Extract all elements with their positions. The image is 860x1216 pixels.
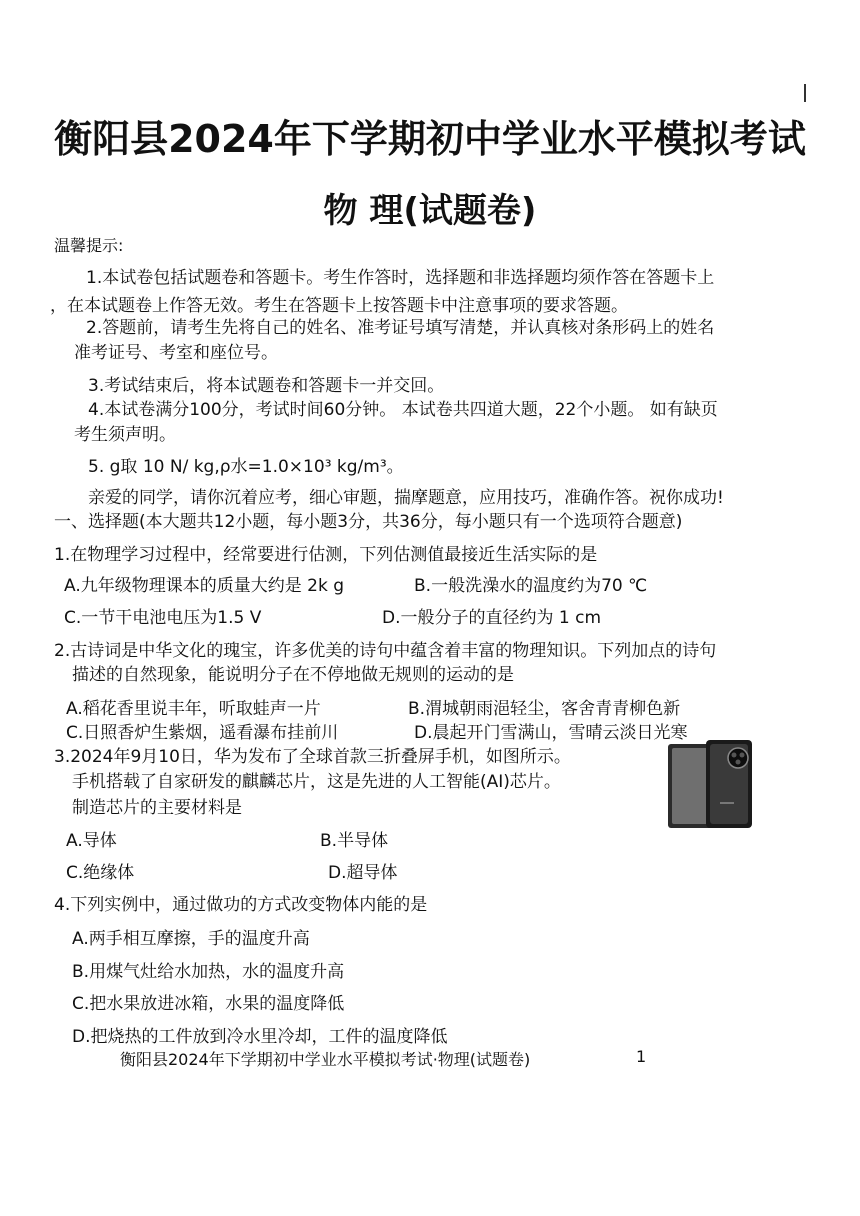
scan-edge-mark <box>804 84 806 102</box>
question-stem: 1.在物理学习过程中，经常要进行估测，下列估测值最接近生活实际的是 <box>54 545 598 565</box>
notice-line: 考生须声明。 <box>74 425 176 445</box>
page-footer: 衡阳县2024年下学期初中学业水平模拟考试·物理(试题卷) <box>120 1050 531 1069</box>
section-heading: 一、选择题(本大题共12小题，每小题3分，共36分，每小题只有一个选项符合题意) <box>54 512 683 532</box>
option: D.超导体 <box>328 863 398 883</box>
notice-line: 4.本试卷满分100分，考试时间60分钟。 本试卷共四道大题，22个小题。 如有缺页 <box>88 400 718 420</box>
option: B.渭城朝雨浥轻尘，客舍青青柳色新 <box>408 699 681 719</box>
question-stem: 3.2024年9月10日，华为发布了全球首款三折叠屏手机，如图所示。 <box>54 747 571 767</box>
option: C.绝缘体 <box>66 863 135 883</box>
question-stem: 2.古诗词是中华文化的瑰宝，许多优美的诗句中蕴含着丰富的物理知识。下列加点的诗句 <box>54 641 717 661</box>
option: A.九年级物理课本的质量大约是 2k g <box>64 576 344 596</box>
exam-title: 衡阳县2024年下学期初中学业水平模拟考试 <box>54 117 806 161</box>
notice-heading: 温馨提示: <box>54 236 124 255</box>
question-stem: 4.下列实例中，通过做功的方式改变物体内能的是 <box>54 895 428 915</box>
notice-line: 5. g取 10 N/ kg,ρ水=1.0×10³ kg/m³。 <box>88 457 404 477</box>
notice-line: 2.答题前，请考生先将自己的姓名、准考证号填写清楚，并认真核对条形码上的姓名 <box>86 318 715 338</box>
camera-lens-icon <box>736 760 741 765</box>
option: A.稻花香里说丰年，听取蛙声一片 <box>66 699 321 719</box>
option: A.两手相互摩擦，手的温度升高 <box>72 929 310 949</box>
camera-lens-icon <box>740 753 745 758</box>
notice-line: 3.考试结束后，将本试题卷和答题卡一并交回。 <box>88 376 445 396</box>
option: D.晨起开门雪满山，雪晴云淡日光寒 <box>414 723 688 743</box>
option: B.半导体 <box>320 831 389 851</box>
page-number: 1 <box>636 1047 647 1066</box>
exam-subtitle: 物 理(试题卷) <box>323 191 537 231</box>
option: D.一般分子的直径约为 1 cm <box>382 608 602 628</box>
question-stem: 描述的自然现象，能说明分子在不停地做无规则的运动的是 <box>72 665 514 685</box>
question-stem: 制造芯片的主要材料是 <box>72 798 242 818</box>
camera-module-icon <box>728 748 748 768</box>
option: B.用煤气灶给水加热，水的温度升高 <box>72 962 345 982</box>
option: C.一节干电池电压为1.5 V <box>64 608 262 628</box>
notice-line: 亲爱的同学，请你沉着应考，细心审题，揣摩题意，应用技巧，准确作答。祝你成功! <box>88 488 724 508</box>
option: C.把水果放进冰箱，水果的温度降低 <box>72 994 345 1014</box>
camera-lens-icon <box>732 753 737 758</box>
question-stem: 手机搭载了自家研发的麒麟芯片，这是先进的人工智能(AI)芯片。 <box>72 772 561 792</box>
option: A.导体 <box>66 831 117 851</box>
notice-line: ，在本试题卷上作答无效。考生在答题卡上按答题卡中注意事项的要求答题。 <box>50 296 628 316</box>
phone-logo-mark <box>720 802 734 804</box>
option: C.日照香炉生紫烟，遥看瀑布挂前川 <box>66 723 339 743</box>
notice-line: 准考证号、考室和座位号。 <box>74 343 278 363</box>
option: B.一般洗澡水的温度约为70 ℃ <box>414 576 648 596</box>
notice-line: 1.本试卷包括试题卷和答题卡。考生作答时，选择题和非选择题均须作答在答题卡上 <box>86 268 715 288</box>
option: D.把烧热的工件放到冷水里冷却，工件的温度降低 <box>72 1027 448 1047</box>
foldable-phone-image <box>668 738 754 830</box>
